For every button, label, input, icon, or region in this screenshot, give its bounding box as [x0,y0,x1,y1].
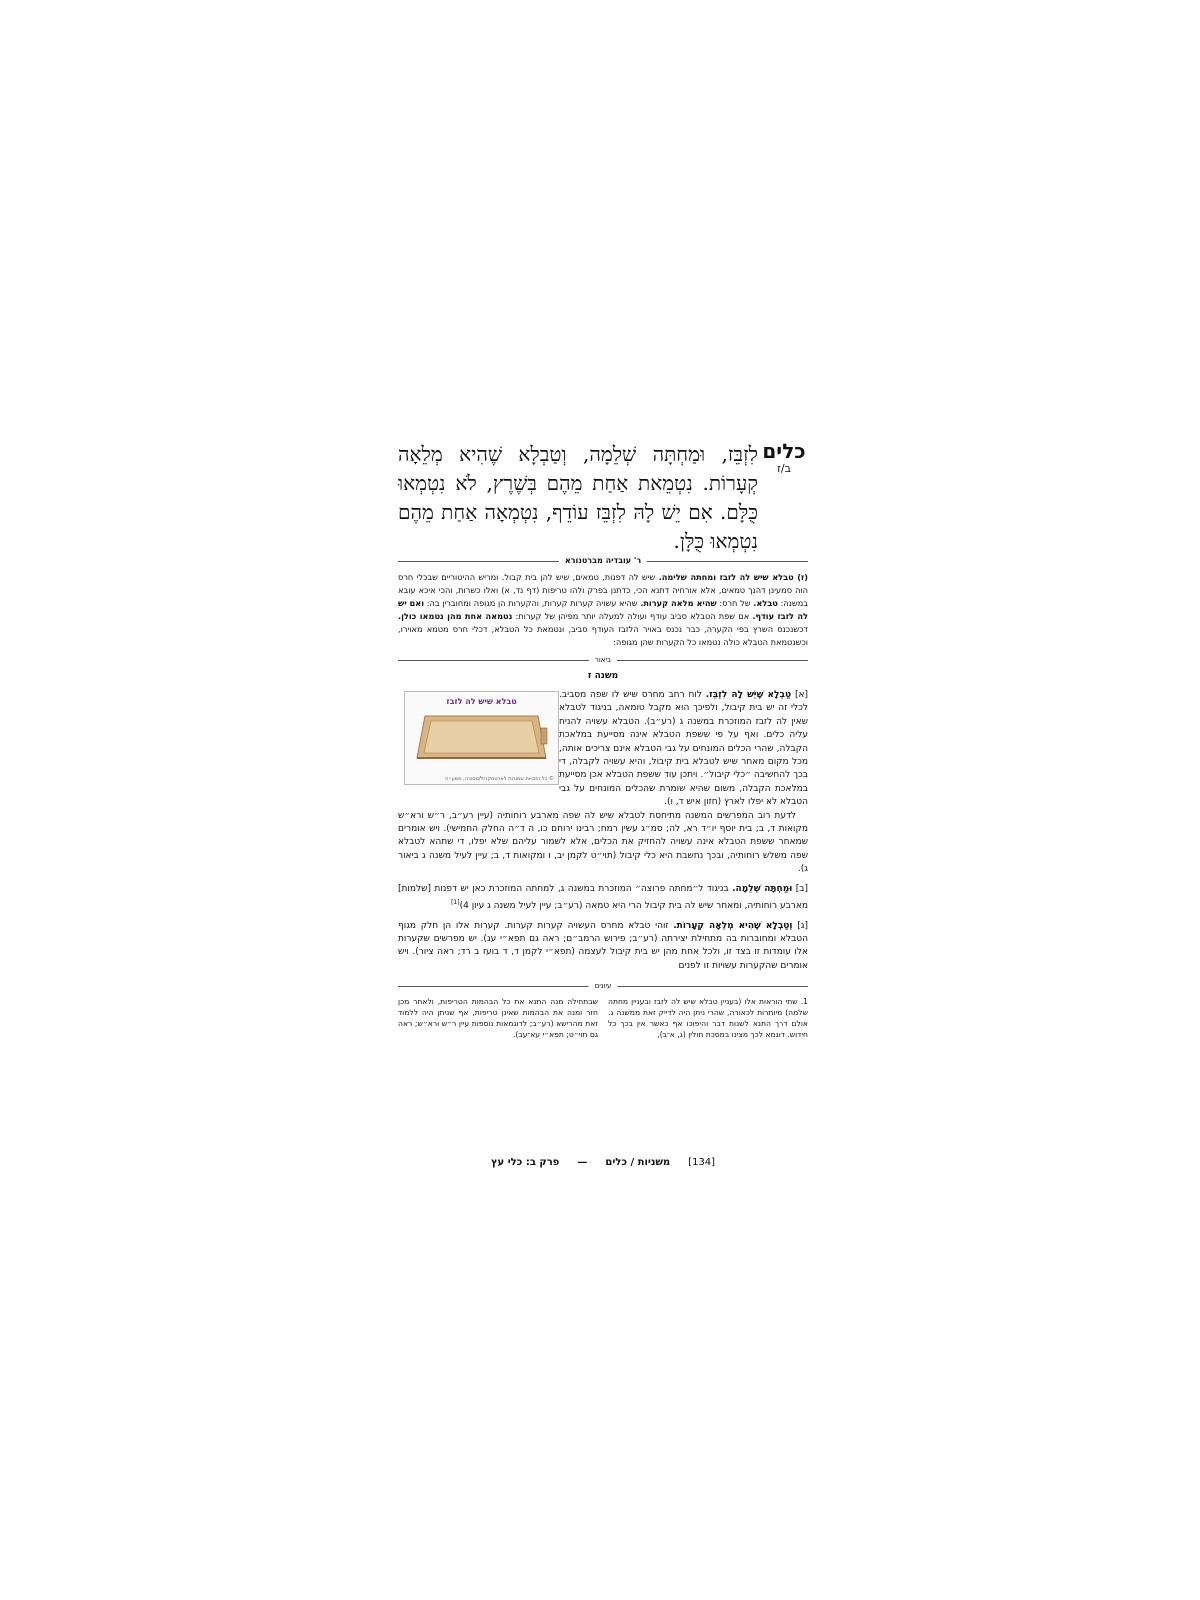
beur-dibur: וְטַבְלָא שֶׁהִיא מְלֵאָה קְעָרוֹת. [673,920,793,931]
bartenura-text: של חרס: [719,598,754,608]
tray-illustration [404,691,559,785]
iyunim-notes [398,996,808,1040]
bartenura-dibur: ואם יש לה לזבז עודף. [398,598,809,621]
bartenura-text: שיש לה דפנות, טמאים, שיש להן בית קבול. ומריש ההיטוריים שבכלי חרס הוה סמעינן דהנך טמאים, אלא אורחיה דתנא הכי, כדתנן בפרק ולהו טריפות (דף נד, א) ואלו כשרות, והכי איכא עובא במשנה: [398,572,808,608]
iyunim-divider [398,979,808,993]
page-number: [134] [688,1156,716,1168]
bartenura-dibur: שהיא מלאה קערות. [640,598,717,608]
tractate-label [760,440,808,476]
bartenura-dibur: נטמאה אחת מהן נטמאו כולן. [398,611,513,621]
page-footer [398,1154,808,1170]
beur-text: לוח רחב מחרס שיש לו שפה מסביב. לכלי זה יש בית קיבול, ולפיכך הוא מקבל טומאה, בניגוד לטבלא שאין לה לזבז המוזכרת במשנה ג (רע״ב). הטבלא עשויה להניח עליה כלים. ואף על פי ששפת הטבלא אינה מסייעת במלאכת הקבלה, שהרי הכלים המונחים על גבי הטבלא אינם צריכים אותה, מכל מקום מאחר שיש לטבלא בית קיבול, והיא עשויה לקבלה, די בכך להחשיבה ״כלי קיבול״. ויתכן עוד ששפת הטבלא אכן מסייעת במלאכת הקבלה, משום שהיא שומרת שהכלים המונחים על גבי הטבלא לא יפלו לארץ (חזון איש ד, ו). [559,690,808,808]
beur-dibur: טַבְלָא שֶׁיֵּשׁ לָהּ לִזְבֵּז. [705,690,792,700]
tray-image [413,706,550,768]
figure-caption: טבלא שיש לה לזבז [446,697,517,706]
beur-paragraph-3 [398,920,808,974]
note-column-left: שבתחילה מנה התנא את כל הבהמות הטריפות, ולאחר מכן חזר ומנה את הבהמות שאינן טריפות, אף שניתן היה ללמוד זאת מהרישא (רע״ב; לדוגמאות נוספות עיין ר״ש ורא״ש; ראה גם תוי״ט; תפא״י עא־עב). [398,997,598,1040]
beur-dibur: וּמַחְתָּה שְׁלֵמָה. [732,883,793,894]
bartenura-commentary [398,571,808,649]
note-column-right: 1. שתי הוראות אלו (בעניין טבלא שיש לה לזבז ובעניין מחתה שלמה) מיותרות לכאורה, שהרי ניתן היה לדייק זאת ממשנה ג. אולם דרך התנא לשנות דבר והיפוכו אף כאשר אין בכך כל חידוש. דוגמא לכך מצינו במסכת חולין (ג, א־ב), [608,997,808,1040]
figure-credit: © כל הזכויות שמורות לארטסקרול/מסורה, תשע״ה [445,776,554,782]
beur-heading: ביאור [589,653,617,667]
bartenura-dibur: טבלא. [753,598,778,608]
beur-paragraph-2 [398,883,808,914]
mishnah-text: לִזְבֵּז, וּמַחְתָּה שְׁלֵמָה, וְטַבְלָא שֶׁהִיא מְלֵאָה קְעָרוֹת. נִטְמֵאת אַחַת מֵהֶם בְּשֶׁרֶץ, לֹא נִטְמְאוּ כֻּלָּם. אִם יֵשׁ לָהּ לִזְבֵּז עוֹדֵף, נִטְמְאָה אַחַת מֵהֶם נִטְמְאוּ כֻּלָּן. [398,442,758,553]
beur-paragraph-1 [398,689,808,877]
chapter-title: פרק ב: כלי עץ [490,1156,560,1168]
paragraph-mark: [א] [794,690,808,700]
bartenura-text: שהיא עשויה קערות קערות, והקערות הן מגופה ומחוברין בה: [426,598,641,608]
bartenura-heading: ר' עובדיה מברטנורא [559,554,647,568]
page-header [398,439,808,553]
iyunim-heading: עיונים [589,979,618,993]
beur-divider [398,653,808,667]
tractate-name: כלים [762,439,806,463]
bartenura-divider [398,554,808,568]
tractate-ref: ב/ז [777,462,791,475]
bartenura-dibur: (ז) טבלא שיש לה לזבז ומחתה שלימה. [658,572,808,582]
paragraph-mark: [ג] [797,920,808,931]
series-title: משניות / כלים [605,1156,671,1168]
page [398,440,808,1170]
beur-text: לדעת רוב המפרשים המשנה מתיחסת לטבלא שיש לה שפה מארבע רוחותיה (עיין רע״ב, ר״ש ורא״ש מקואות ד, ב; בית יוסף יו״ד רא, לה; סמ״ג עשין רמח; רבינו ירוחם כו, ה ד״ה החלק החמישי). ויש אומרים שמאחר ששפת הטבלא אינה עשויה להחזיק את הכלים, אלא לשמור עליהם שלא יפלו, די שתהא לטבלא שפה משלש רוחותיה, ובכך נחשבת היא כלי קיבול (תוי״ט לקמן יב, ו ומקואות ד, ב; עיין לעיל משנה ג ביאור ג). [398,810,808,875]
mishnah-number: משנה ז [587,671,619,681]
footer-dash: — [577,1156,588,1168]
footnote-ref[interactable]: [1] [451,899,460,907]
beur-text: בניגוד ל״מחתה פרוצה״ המוזכרת במשנה ג, למחתה המוזכרת כאן יש דפנות [שלמות] מארבע רוחותיה, ומאחר שיש לה בית קיבול הרי היא טמאה (רע״ב; עיין לעיל משנה ג עיון 4) [398,883,808,912]
bartenura-text: אם שפת הטבלא סביב עודף ועולה למעלה יותר מפיהן של קערות: [515,611,753,621]
beur-text: זוהי טבלא מחרס העשויה קערות קערות. קערות אלו הן חלק מגוף הטבלא ומחוברות בה מתחילת יצירתה (רע״ב; פירוש הרמב״ם; ראה גם תפא״י עג). יש מפרשים שקערות אלו עומדות זו בצד זו, ולכל אחת מהן יש בית קיבול לעצמה (תפא״י לקמן ד, ד בועז ב רד; ראה ציור). ויש אומרים שהקערות עשויות זו לפנים [398,920,808,971]
paragraph-mark: [ב] [795,883,808,894]
bartenura-text: דכשנכנס השרץ בפי הקערה, כבר נכנס באויר הלזבז העודף סביב, ונטמאת כל הטבלא, דכלי חרס מטמא מאוירו, וכשנטמאת הטבלא כולה נטמאו כל הקערות שהן מגופה: [398,624,808,647]
